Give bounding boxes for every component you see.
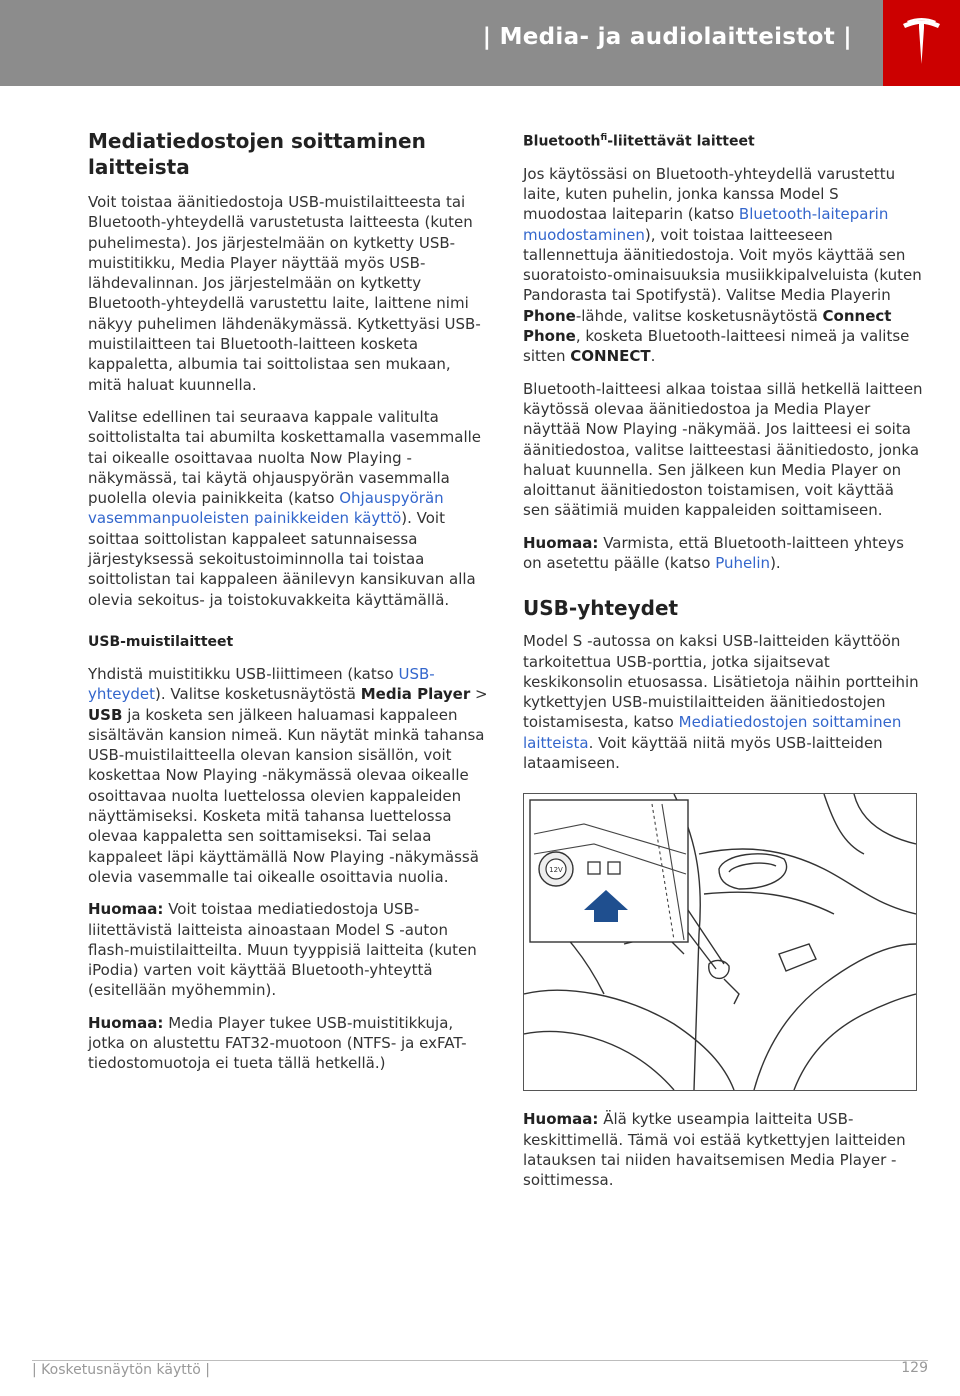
- bluetooth-playback-paragraph: Bluetooth-laitteesi alkaa toistaa sillä hetkellä laitteen käytössä olevaa äänitiedostoa ja Media Player näyttää Now Playing -näkymää. Jos laitteesi ei soita äänitiedostoa, valitse laitteestasi äänitiedosto, jonka haluat kuunnella. Sen jälkeen kun Media Player on aloittanut äänitiedoston toistamisen, voit käyttää sen säätimiä muiden kappaleiden soittamiseen.: [523, 379, 923, 520]
- footer-divider: [32, 1360, 928, 1361]
- usb-connections-heading: USB-yhteydet: [523, 596, 679, 621]
- media-playback-link[interactable]: Mediatiedostojen soittaminen laitteista: [523, 713, 902, 752]
- bluetooth-paragraph: Jos käytössäsi on Bluetooth-yhteydellä varustettu laite, kuten puhelin, jonka kanssa Model S muodostaa laiteparin (katso Bluetooth-laiteparin muodostaminen), voit toistaa laitteeseen tallennettuja äänitiedostoja. Voit myös käyttää sen suoratoisto-ominaisuuksia musiikkipalveluista (kuten Pandorasta tai Spotifystä). Valitse Media Playerin Phone-lähde, valitse kosketusnäytöstä Connect Phone, kosketa Bluetooth-laitteesi nimeä ja valitse sitten CONNECT.: [523, 164, 922, 366]
- usb-ports-illustration: [523, 793, 917, 1091]
- phone-link[interactable]: Puhelin: [715, 554, 771, 572]
- section-title: | Media- ja audiolaitteistot |: [482, 24, 852, 50]
- bluetooth-pairing-link[interactable]: Bluetooth-laiteparin muodostaminen: [523, 205, 889, 244]
- page-number: 129: [901, 1360, 928, 1376]
- intro-paragraph: Voit toistaa äänitiedostoja USB-muistilaitteesta tai Bluetooth-yhteydellä varustetusta laitteesta (kuten puhelimesta). Jos järjestelmään on kytketty USB-muistitikku, Media Player näyttää myös USB-lähdevalinnan. Jos järjestelmään on kytketty Bluetooth-yhteydellä varustettu laite, laittene nimi näkyy puhelimen lähdenäkymässä. Kytkettyäsi USB-muistilaitteen tai Bluetooth-laitteen kosketa kappaletta, albumia tai soittolistaa sen mukaan, mitä haluat kuunnella.: [88, 193, 481, 394]
- steering-buttons-link[interactable]: Ohjauspyörän vasemmanpuoleisten painikkeiden käyttö: [88, 489, 444, 528]
- note-usb-hub: Huomaa: Älä kytke useampia laitteita USB-keskittimellä. Tämä voi estää kytkettyjen laitteiden latauksen tai niiden havaitsemisen Media Player -soittimessa.: [523, 1110, 906, 1190]
- track-selection-paragraph: Valitse edellinen tai seuraava kappale valitulta soittolistalta tai abumilta koskettamalla vasemmalle tai oikealle osoittavaa nuolta Now Playing -näkymässä, tai käytä ohjauspyörän vasemmalla puolella olevia painikkeita (katso Ohjauspyörän vasemmanpuoleisten painikkeiden käyttö). Voit soittaa soittolistan kappaleet satunnaisessa järjestyksessä sekoitustoiminnolla tai toistaa soittolistan tai kappaleen äänilevyn kansikuvan alla olevia sekoitus- ja toistokuvakkeita käyttämällä.: [88, 407, 482, 609]
- media-heading: Mediatiedostojen soittaminen laitteista: [88, 129, 426, 179]
- usb-ports-paragraph: Model S -autossa on kaksi USB-laitteiden käyttöön tarkoitettua USB-porttia, jotka sijaitsevat keskikonsolin etuosassa. Lisätietoja näihin portteihin kytkettyjen USB-muistilaitteiden äänitiedostojen toistamisesta, katso Mediatiedostojen soittaminen laitteista. Voit käyttää niitä myös USB-laitteiden lataamiseen.: [523, 632, 919, 773]
- socket-label: 12V: [549, 866, 563, 875]
- note-flash-devices: Huomaa: Voit toistaa mediatiedostoja USB-liitettävistä laitteista ainoastaan Model S -auton flash-muistilaitteilta. Muun tyyppisiä laitteita (kuten iPodia) varten voit käyttää Bluetooth-yhteyttä (esitellään myöhemmin).: [88, 900, 477, 1000]
- footer-chapter: | Kosketusnäytön käyttö |: [32, 1362, 210, 1378]
- right-column: [523, 128, 923, 1203]
- note-fat32: Huomaa: Media Player tukee USB-muistitikkuja, jotka on alustettu FAT32-muotoon (NTFS- ja exFAT-tiedostomuotoja ei tueta tällä hetkellä.): [88, 1013, 467, 1073]
- usb-connections-link[interactable]: USB-yhteydet: [88, 664, 435, 704]
- logo-badge: [883, 0, 960, 86]
- bluetooth-heading: Bluetooth$^{fi}$-liitettävät laitteet: [523, 133, 755, 150]
- usb-paragraph: Yhdistä muistitikku USB-liittimeen (katso USB-yhteydet). Valitse kosketusnäytöstä Media Player > USB ja kosketa sen jälkeen haluamasi kappaleen sisältävän kansion nimeä. Kun näytät minkä tahansa USB-muistilaitteella olevan kansion sisällön, voit koskettaa Now Playing -näkymässä olevaa oikealle osoittavaa nuolta luettelossa olevien kappaleiden näyttämiseksi. Kosketa mitä tahansa luettelossa olevaa kappaletta sen soittamiseksi. Tai selaa kappaleet läpi käyttämällä Now Playing -näkymässä olevia vasemmalle tai oikealle osoittavia nuolia.: [88, 664, 488, 886]
- page-header: [0, 0, 960, 86]
- console-line-drawing: [524, 794, 916, 1090]
- note-bluetooth-on: Huomaa: Varmista, että Bluetooth-laitteen yhteys on asetettu päälle (katso Puhelin).: [523, 533, 904, 572]
- left-column: [88, 128, 488, 1086]
- tesla-logo-icon: [901, 18, 942, 66]
- usb-devices-heading: USB-muistilaitteet: [88, 633, 234, 650]
